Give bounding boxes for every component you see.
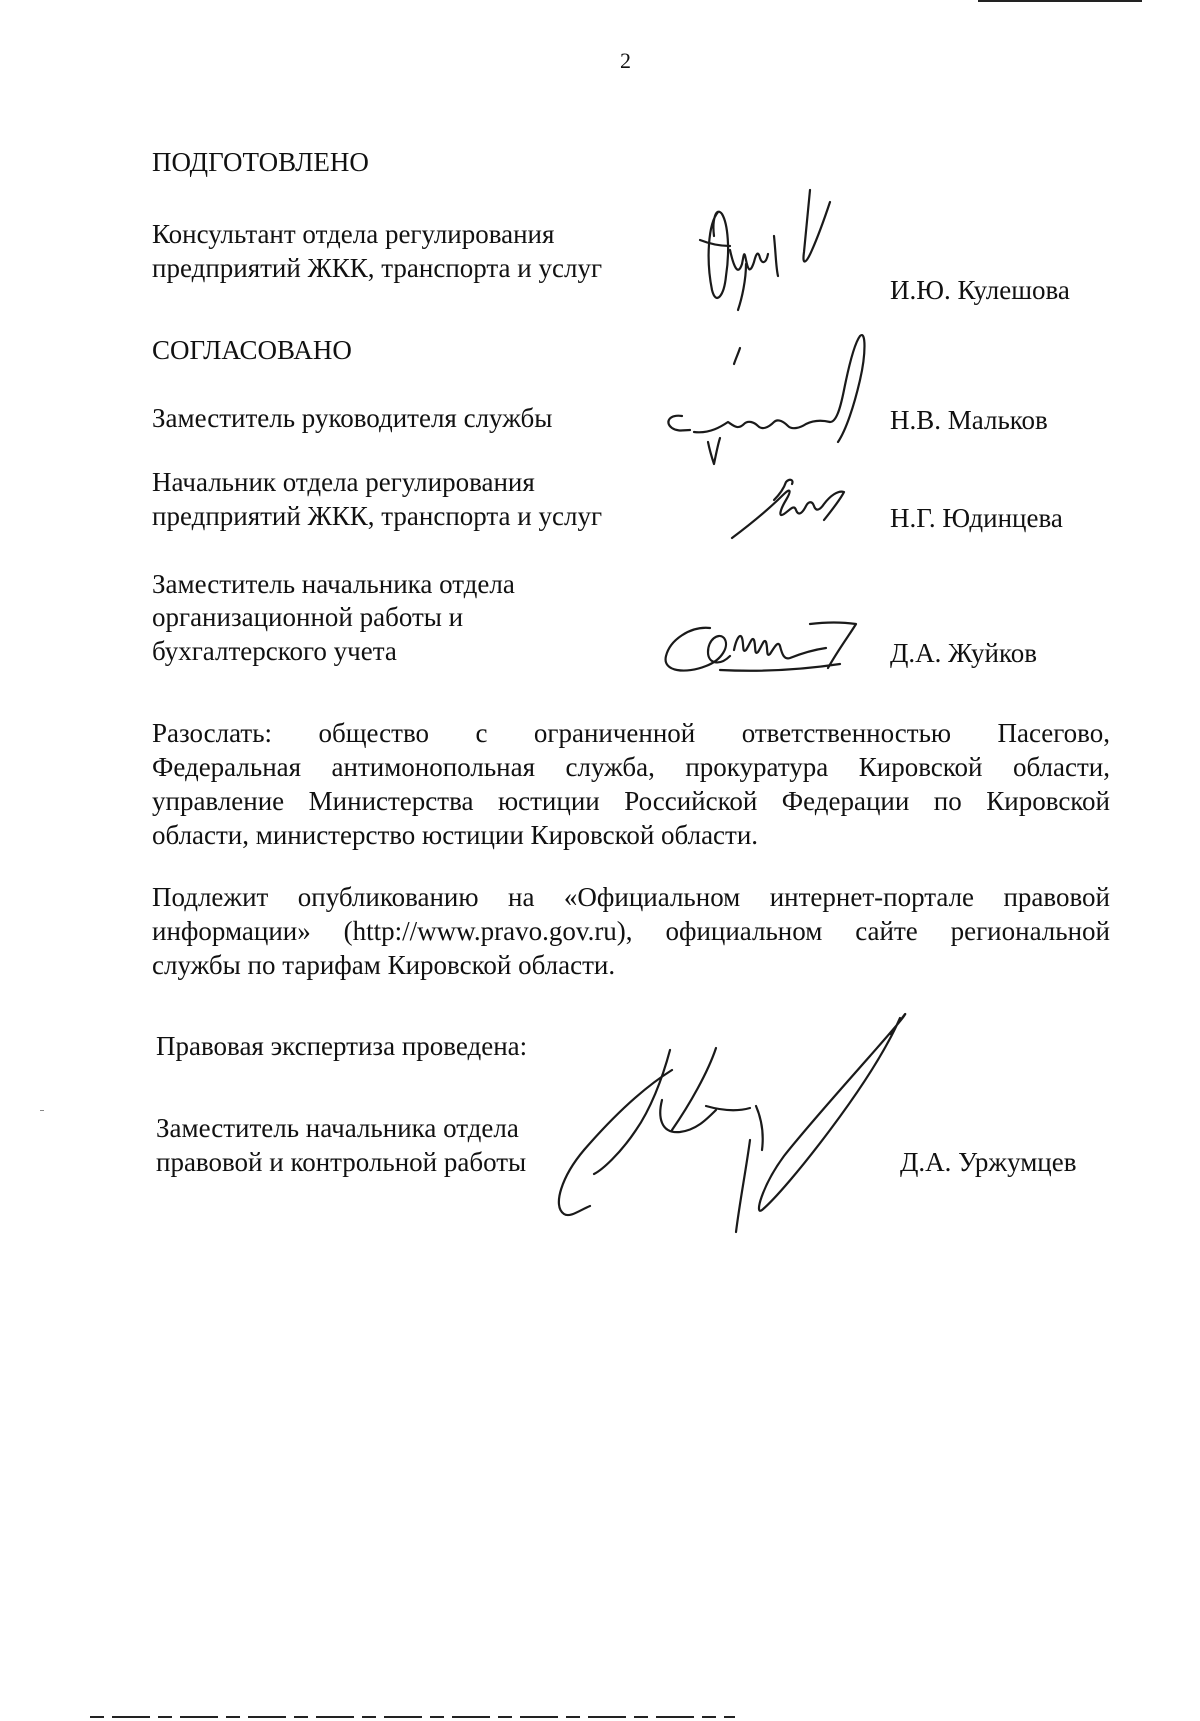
agreed-signer-1-name: Н.В. Мальков xyxy=(890,405,1048,435)
agreed-signer-1-position: Заместитель руководителя службы xyxy=(152,403,553,433)
page-number: 2 xyxy=(620,48,631,73)
scan-edge-line-bottom xyxy=(90,1716,735,1718)
agreed-heading: СОГЛАСОВАНО xyxy=(152,335,352,365)
distribution-line: Разослать: общество с ограниченной ответственностью Пасегово, xyxy=(152,718,1110,748)
agreed-signer-3-name: Д.А. Жуйков xyxy=(890,638,1037,668)
legal-review-position-line-1: Заместитель начальника отдела xyxy=(156,1113,519,1143)
distribution-paragraph xyxy=(152,716,1110,852)
prepared-position-line-2: предприятий ЖКК, транспорта и услуг xyxy=(152,253,603,283)
agreed-signer-3-position-line-2: организационной работы и xyxy=(152,602,464,632)
prepared-signer-name: И.Ю. Кулешова xyxy=(890,275,1070,305)
agreed-signer-3-position-line-3: бухгалтерского учета xyxy=(152,636,397,666)
signature-malkov xyxy=(650,330,900,470)
distribution-line: Федеральная антимонопольная служба, прокуратура Кировской области, xyxy=(152,752,1110,782)
legal-review-signer-name: Д.А. Уржумцев xyxy=(900,1147,1077,1177)
scan-dot xyxy=(40,1110,44,1111)
distribution-line: области, министерство юстиции Кировской области. xyxy=(152,820,759,850)
legal-review-position-line-2: правовой и контрольной работы xyxy=(156,1147,527,1177)
signature-zhuikov xyxy=(650,610,890,690)
agreed-signer-2-position-line-2: предприятий ЖКК, транспорта и услуг xyxy=(152,501,603,531)
legal-review-heading: Правовая экспертиза проведена: xyxy=(156,1031,528,1061)
prepared-position-line-1: Консультант отдела регулирования xyxy=(152,219,555,249)
distribution-line: управление Министерства юстиции Российской Федерации по Кировской xyxy=(152,786,1110,816)
agreed-signer-3-position-line-1: Заместитель начальника отдела xyxy=(152,569,515,599)
agreed-signer-2-position-line-1: Начальник отдела регулирования xyxy=(152,467,535,497)
signature-urzhumtsev xyxy=(540,1010,920,1250)
publication-line: Подлежит опубликованию на «Официальном интернет-портале правовой xyxy=(152,882,1110,912)
publication-line: информации» (http://www.pravo.gov.ru), официальном сайте региональной xyxy=(152,916,1110,946)
signature-yudintseva xyxy=(720,470,870,550)
publication-paragraph xyxy=(152,880,1110,982)
scan-edge-line-top xyxy=(978,0,1142,2)
prepared-heading: ПОДГОТОВЛЕНО xyxy=(152,147,369,177)
publication-line: службы по тарифам Кировской области. xyxy=(152,950,616,980)
agreed-signer-2-name: Н.Г. Юдинцева xyxy=(890,503,1063,533)
signature-kuleshova xyxy=(690,180,850,340)
